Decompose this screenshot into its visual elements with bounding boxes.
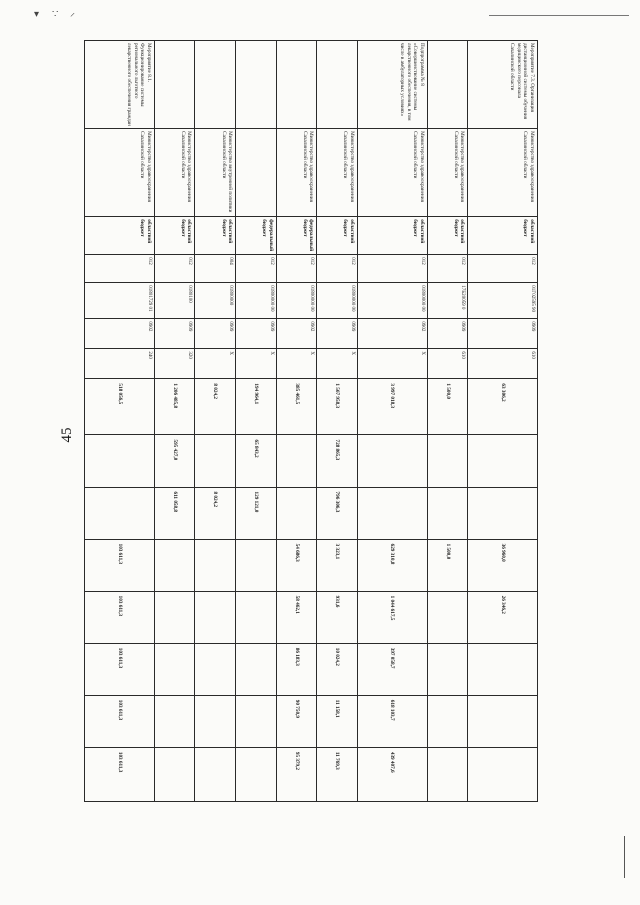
cell-source: областной бюджет <box>427 217 468 255</box>
cell-amount: 931,6 <box>317 591 358 643</box>
cell-amount <box>468 747 538 801</box>
cell-executor: Министерство здравоохранения Сахалинской области <box>468 129 538 217</box>
cell-amount: 65 843,2 <box>236 435 277 487</box>
cell-code: 01800000 00 <box>317 283 358 319</box>
cell-amount: 1 500,0 <box>427 379 468 435</box>
cell-amount: 796 306,3 <box>317 487 358 539</box>
cell-amount <box>236 695 277 747</box>
cell-code: 0902 <box>85 319 155 349</box>
cell-executor: Министерство здравоохранения Сахалинской области <box>154 129 195 217</box>
cell-code: 01Г02595 90 <box>468 283 538 319</box>
cell-amount: 439 407,6 <box>357 747 427 801</box>
cell-measure: Мероприятие 8.1. Функционирование системы регионального льготного лекарственного обеспечения граждан <box>85 41 155 129</box>
cell-measure <box>317 41 358 129</box>
cell-amount <box>468 643 538 695</box>
cell-code: 012 <box>317 255 358 283</box>
cell-amount: 1 206 485,8 <box>154 379 195 435</box>
cell-amount <box>195 695 236 747</box>
cell-amount: 385 461,5 <box>276 379 317 435</box>
cell-amount <box>85 487 155 539</box>
cell-amount <box>236 643 277 695</box>
cell-code: Х <box>357 349 427 379</box>
cell-code: 610 <box>427 349 468 379</box>
table-row <box>154 41 195 802</box>
cell-amount <box>236 539 277 591</box>
cell-measure <box>195 41 236 129</box>
cell-code: 17Б20059 0 <box>427 283 468 319</box>
cell-amount: 90 750,9 <box>276 695 317 747</box>
table-row <box>317 41 358 802</box>
cell-code: 012 <box>276 255 317 283</box>
cell-amount <box>195 747 236 801</box>
cell-code: 0909 <box>195 319 236 349</box>
table-row <box>236 41 277 802</box>
cell-amount: 518 056,5 <box>85 379 155 435</box>
cell-amount <box>276 435 317 487</box>
cell-amount: 194 964,1 <box>236 379 277 435</box>
cell-amount <box>195 591 236 643</box>
cell-code: 01800000 <box>195 283 236 319</box>
cell-amount <box>427 695 468 747</box>
cell-code: Х <box>236 349 277 379</box>
budget-table-rotated <box>84 40 538 802</box>
cell-code: 0909 <box>468 319 538 349</box>
cell-measure <box>154 41 195 129</box>
cell-amount <box>195 435 236 487</box>
cell-code: 01800000 00 <box>357 283 427 319</box>
cell-amount <box>276 487 317 539</box>
page-number: 45 <box>59 427 75 443</box>
cell-amount <box>154 591 195 643</box>
table-row <box>85 41 155 802</box>
cell-amount <box>154 539 195 591</box>
cell-code: Х <box>195 349 236 379</box>
cell-code: 0909 <box>236 319 277 349</box>
cell-amount: 618 103,7 <box>357 695 427 747</box>
cell-amount <box>427 643 468 695</box>
cell-amount: 58 462,1 <box>276 591 317 643</box>
table-row <box>357 41 427 802</box>
cell-amount <box>468 487 538 539</box>
cell-code: 0909 <box>317 319 358 349</box>
cell-amount: 8 024,2 <box>195 487 236 539</box>
cell-executor: Министерство здравоохранения Сахалинской области <box>85 129 155 217</box>
cell-amount: 103 611,3 <box>85 747 155 801</box>
cell-executor <box>236 129 277 217</box>
cell-code: 012 <box>154 255 195 283</box>
cell-amount <box>236 747 277 801</box>
cell-code: 012 <box>427 255 468 283</box>
cell-amount <box>195 539 236 591</box>
cell-code: 610 <box>468 349 538 379</box>
cell-measure: Подпрограмма № 8 «Совершенствование системы лекарственного обеспечения, в том числе в амбулаторных условиях» <box>357 41 427 129</box>
cell-executor: Министерство внутренней политики Сахалинской области <box>195 129 236 217</box>
cell-amount: 95 379,2 <box>276 747 317 801</box>
cell-amount: 595 427,0 <box>154 435 195 487</box>
cell-amount: 8 024,2 <box>195 379 236 435</box>
cell-amount <box>85 435 155 487</box>
cell-amount <box>427 487 468 539</box>
cell-source: областной бюджет <box>195 217 236 255</box>
cell-code: Х <box>276 349 317 379</box>
cell-amount: 728 865,3 <box>317 435 358 487</box>
cell-amount: 3 997 018,3 <box>357 379 427 435</box>
cell-measure: Мероприятие 7.3. Организация дистанционной системы обучения медицинского персонала Сахалинской области <box>468 41 538 129</box>
cell-amount: 10 024,2 <box>317 643 358 695</box>
cell-amount <box>357 487 427 539</box>
cell-amount <box>236 591 277 643</box>
cell-amount <box>427 591 468 643</box>
cell-code: 012 <box>357 255 427 283</box>
cell-amount: 11 769,3 <box>317 747 358 801</box>
cell-code: 012 <box>236 255 277 283</box>
cell-source: областной бюджет <box>154 217 195 255</box>
cell-measure <box>427 41 468 129</box>
cell-measure <box>236 41 277 129</box>
cell-amount: 86 183,3 <box>276 643 317 695</box>
cell-amount: 54 686,3 <box>276 539 317 591</box>
cell-amount: 1 567 958,3 <box>317 379 358 435</box>
cell-amount: 1 044 617,5 <box>357 591 427 643</box>
table-row <box>427 41 468 802</box>
margin-rule <box>624 836 625 878</box>
cell-amount: 11 158,1 <box>317 695 358 747</box>
table-row <box>276 41 317 802</box>
cell-amount <box>357 435 427 487</box>
cell-amount: 3 323,1 <box>317 539 358 591</box>
cell-amount: 103 611,3 <box>85 643 155 695</box>
cell-code: 0180100 <box>154 283 195 319</box>
cell-amount <box>154 747 195 801</box>
cell-measure <box>276 41 317 129</box>
cell-amount <box>468 695 538 747</box>
cell-amount: 1 500,0 <box>427 539 468 591</box>
cell-code: 01800000 00 <box>236 283 277 319</box>
cell-amount <box>468 435 538 487</box>
cell-executor: Министерство здравоохранения Сахалинской области <box>276 129 317 217</box>
cell-executor: Министерство здравоохранения Сахалинской области <box>357 129 427 217</box>
cell-source: федеральный бюджет <box>236 217 277 255</box>
cell-source: областной бюджет <box>85 217 155 255</box>
cell-code: 004 <box>195 255 236 283</box>
table-body <box>85 41 538 802</box>
cell-amount <box>427 747 468 801</box>
cell-amount: 129 121,0 <box>236 487 277 539</box>
cell-amount: 103 611,3 <box>85 539 155 591</box>
cell-code: Х <box>317 349 358 379</box>
cell-code: 0909 <box>427 319 468 349</box>
cell-amount: 629 310,8 <box>357 539 427 591</box>
cell-code: 320 <box>154 349 195 379</box>
cell-amount: 103 611,3 <box>85 695 155 747</box>
cell-amount <box>154 643 195 695</box>
cell-code: 012 <box>468 255 538 283</box>
scan-mark: ▾ <box>34 9 40 20</box>
cell-source: областной бюджет <box>317 217 358 255</box>
scan-mark: ∵ <box>52 9 59 20</box>
cell-amount: 611 058,8 <box>154 487 195 539</box>
cell-code: 01800000 00 <box>276 283 317 319</box>
cell-executor: Министерство здравоохранения Сахалинской области <box>427 129 468 217</box>
cell-amount <box>154 695 195 747</box>
cell-code: 01801729 01 <box>85 283 155 319</box>
cell-source: областной бюджет <box>468 217 538 255</box>
cell-amount: 36 960,0 <box>468 539 538 591</box>
cell-code: 012 <box>85 255 155 283</box>
cell-code: 0909 <box>154 319 195 349</box>
cell-amount: 26 346,2 <box>468 591 538 643</box>
cell-code: 240 <box>85 349 155 379</box>
scan-mark: ⸍ <box>70 12 75 23</box>
table-row <box>468 41 538 802</box>
cell-code: 0902 <box>357 319 427 349</box>
cell-executor: Министерство здравоохранения Сахалинской области <box>317 129 358 217</box>
cell-source: федеральный бюджет <box>276 217 317 255</box>
budget-table <box>84 40 538 802</box>
cell-amount: 397 058,7 <box>357 643 427 695</box>
table-row <box>195 41 236 802</box>
cell-amount: 63 306,2 <box>468 379 538 435</box>
top-rule <box>489 15 629 16</box>
cell-code: 0902 <box>276 319 317 349</box>
cell-source: областной бюджет <box>357 217 427 255</box>
cell-amount <box>195 643 236 695</box>
cell-amount: 103 611,3 <box>85 591 155 643</box>
cell-amount <box>427 435 468 487</box>
